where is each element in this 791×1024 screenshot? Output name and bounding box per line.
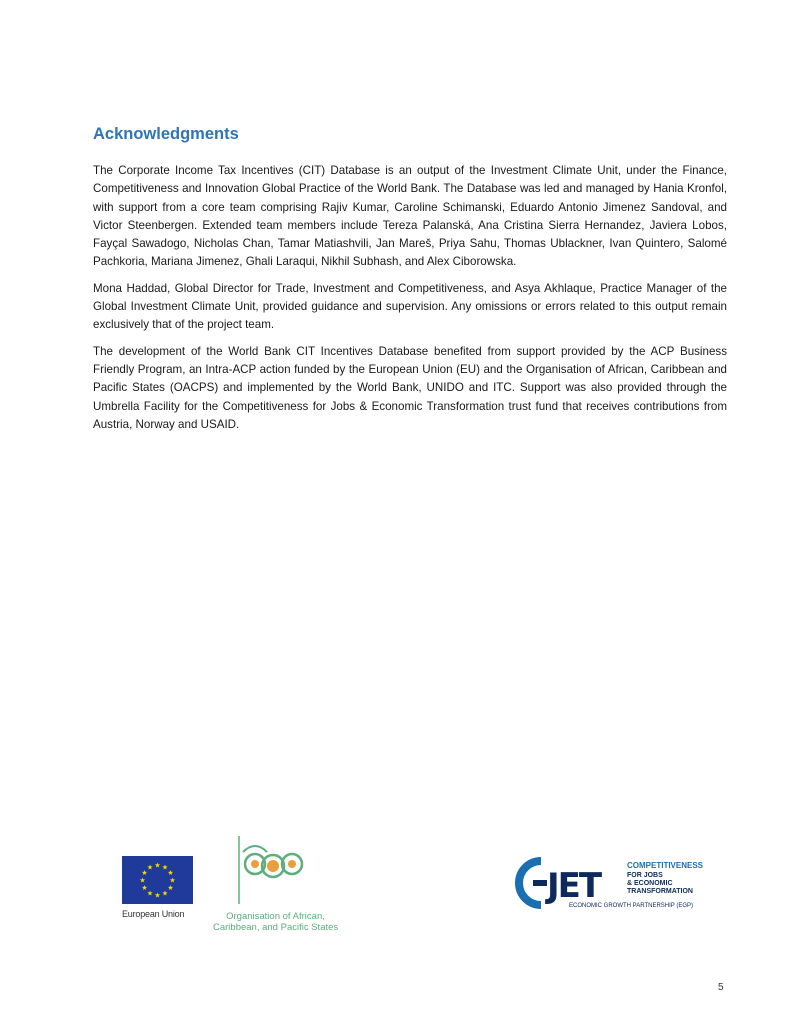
oacps-logo (213, 834, 338, 933)
oacps-caption-line2: Caribbean, and Pacific States (213, 922, 339, 933)
eu-caption: European Union (122, 909, 185, 919)
body-text (93, 162, 727, 442)
eu-star-icon: ★ (161, 863, 169, 872)
page-number: 5 (718, 982, 724, 993)
paragraph-guidance: Mona Haddad, Global Director for Trade, Investment and Competitiveness, and Asya Akhlaque, Practice Manager of the Global Investment Climate Unit, provided guidance and supervision. Any omissions or errors related to this output remain exclusively that of the project team. (93, 281, 727, 332)
cjet-mark-icon (519, 861, 603, 906)
cjet-line4: TRANSFORMATION (627, 888, 693, 895)
cjet-line3: & ECONOMIC (627, 880, 673, 887)
eu-star-icon: ★ (161, 889, 169, 898)
eu-star-icon: ★ (139, 876, 146, 885)
section-heading: Acknowledgments (93, 125, 239, 143)
eu-star-icon: ★ (141, 884, 148, 892)
oacps-emblem-icon (213, 834, 338, 906)
cjet-line2: FOR JOBS (627, 872, 663, 879)
paragraph-funding: The development of the World Bank CIT Incentives Database benefited from support provided by the ACP Business Friendly Program, an Intra-ACP action funded by the European Union (EU) and the Organisation of African, Caribbean and Pacific States (OACPS) and implemented by the World Bank, UNIDO and ITC. Support was also provided through the Umbrella Facility for the Competitiveness for Jobs & Economic Transformation trust fund that receives contributions from Austria, Norway and USAID. (93, 344, 727, 431)
eu-star-icon: ★ (154, 891, 161, 900)
cjet-line1: COMPETITIVENESS (627, 861, 704, 870)
cjet-logo (513, 857, 705, 913)
eu-star-icon: ★ (169, 876, 176, 885)
eu-star-icon: ★ (154, 861, 161, 870)
eu-logo (122, 856, 194, 919)
eu-flag-icon (122, 856, 193, 904)
oacps-caption-line1: Organisation of African, (226, 911, 325, 922)
eu-star-icon: ★ (146, 863, 154, 872)
eu-star-icon: ★ (141, 869, 148, 877)
paragraph-team: The Corporate Income Tax Incentives (CIT) Database is an output of the Investment Climate Unit, under the Finance, Competitiveness and Innovation Global Practice of the World Bank. The Database was led and managed by Hania Kronfol, with support from a core team comprising Rajiv Kumar, Caroline Schimanski, Eduardo Antonio Jimenez Sandoval, and Victor Steenbergen. Extended team members include Tereza Palanská, Ana Cristina Sierra Hernandez, Javiera Lobos, Fayçal Sawadogo, Nicholas Chan, Tamar Matiashvili, Jan Mareš, Priya Sahu, Thomas Ublackner, Ivan Quintero, Salomé Pachkoria, Mariana Jimenez, Ghali Laraqui, Nikhil Subhash, and Alex Ciborowska. (93, 164, 727, 269)
svg-text:JET: JET (547, 866, 601, 906)
eu-star-icon: ★ (167, 869, 174, 877)
eu-star-icon: ★ (167, 884, 174, 892)
eu-star-icon: ★ (146, 889, 154, 898)
cjet-tagline: ECONOMIC GROWTH PARTNERSHIP (EGP) (569, 903, 694, 909)
